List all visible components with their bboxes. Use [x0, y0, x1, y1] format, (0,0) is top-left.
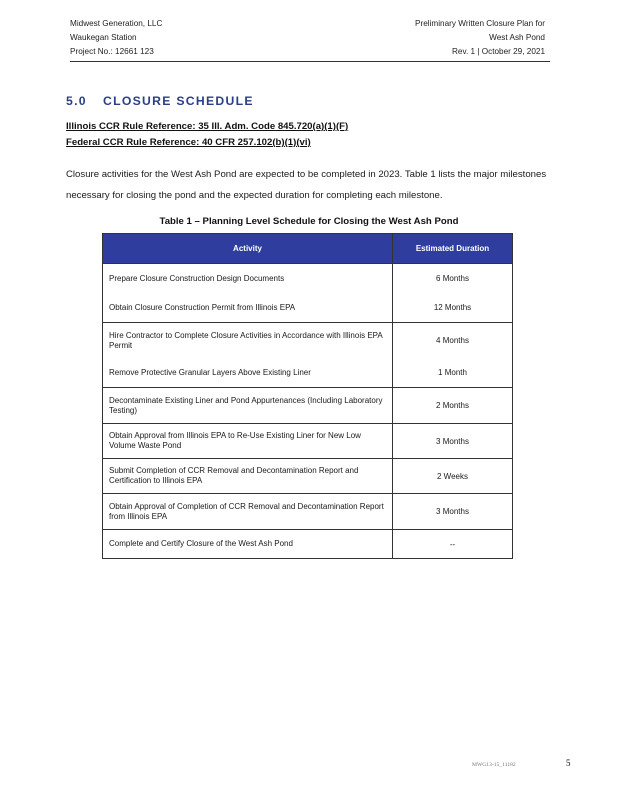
duration-cell: 3 Months: [393, 494, 513, 530]
duration-cell: 6 Months: [393, 264, 513, 294]
duration-cell: 2 Months: [393, 388, 513, 424]
table-row: [103, 359, 513, 388]
activity-cell: Hire Contractor to Complete Closure Activities in Accordance with Illinois EPA Permit: [103, 323, 393, 359]
header-project-number: Project No.: 12661 123: [70, 47, 154, 56]
section-title: CLOSURE SCHEDULE: [103, 94, 254, 108]
table-row: [103, 264, 513, 294]
duration-cell: 12 Months: [393, 294, 513, 323]
header-station: Waukegan Station: [70, 33, 137, 42]
table-row: [103, 530, 513, 559]
header-pond-name: West Ash Pond: [489, 33, 545, 42]
footer-document-code: MWG13-15_11182: [472, 762, 516, 768]
duration-cell: 1 Month: [393, 359, 513, 388]
activity-cell: Remove Protective Granular Layers Above Existing Liner: [103, 359, 393, 388]
duration-cell: 2 Weeks: [393, 459, 513, 494]
activity-column-header: Activity: [103, 234, 393, 264]
header-left: [70, 17, 162, 59]
table-caption: Table 1 – Planning Level Schedule for Closing the West Ash Pond: [159, 216, 459, 227]
section-heading: [66, 94, 254, 108]
header-revision: Rev. 1 | October 29, 2021: [452, 47, 545, 56]
section-number: 5.0: [66, 94, 87, 108]
body-paragraph: Closure activities for the West Ash Pond are expected to be completed in 2023. Table 1 lists the major milestones necessary for closing the pond and the expected duration for completing each milestone.: [66, 169, 547, 201]
table-row: [103, 494, 513, 530]
duration-column-header: Estimated Duration: [393, 234, 513, 264]
activity-cell: Obtain Approval of Completion of CCR Removal and Decontamination Report from Illinois EPA: [103, 494, 393, 530]
header-rule: [70, 61, 550, 62]
table-row: [103, 424, 513, 459]
table-row: [103, 459, 513, 494]
activity-cell: Obtain Approval from Illinois EPA to Re-Use Existing Liner for New Low Volume Waste Pond: [103, 424, 393, 459]
table-header-row: [103, 234, 513, 264]
page-number: 5: [566, 758, 571, 768]
activity-cell: Prepare Closure Construction Design Documents: [103, 264, 393, 294]
federal-rule-reference: Federal CCR Rule Reference: 40 CFR 257.102(b)(1)(vi): [66, 137, 311, 148]
header-company: Midwest Generation, LLC: [70, 19, 163, 28]
activity-cell: Submit Completion of CCR Removal and Decontamination Report and Certification to Illinois EPA: [103, 459, 393, 494]
activity-cell: Decontaminate Existing Liner and Pond Appurtenances (Including Laboratory Testing): [103, 388, 393, 424]
table-row: [103, 323, 513, 359]
table-row: [103, 388, 513, 424]
duration-cell: --: [393, 530, 513, 559]
schedule-table: [102, 233, 513, 559]
header-right: [415, 17, 545, 59]
header-document-title: Preliminary Written Closure Plan for: [415, 19, 545, 28]
duration-cell: 4 Months: [393, 323, 513, 359]
illinois-rule-reference: Illinois CCR Rule Reference: 35 Ill. Adm. Code 845.720(a)(1)(F): [66, 121, 349, 132]
activity-cell: Obtain Closure Construction Permit from Illinois EPA: [103, 294, 393, 323]
duration-cell: 3 Months: [393, 424, 513, 459]
table-row: [103, 294, 513, 323]
activity-cell: Complete and Certify Closure of the West Ash Pond: [103, 530, 393, 559]
